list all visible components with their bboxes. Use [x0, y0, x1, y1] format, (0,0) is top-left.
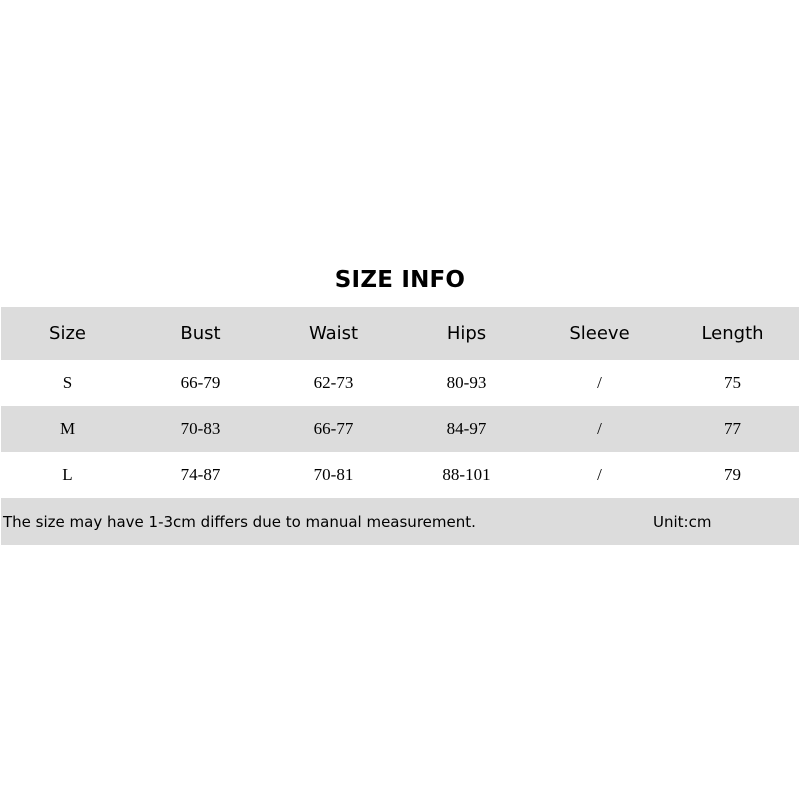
cell-bust: 66-79 — [180, 373, 221, 392]
cell-length: 79 — [724, 465, 741, 484]
unit-label: Unit:cm — [653, 512, 712, 531]
cell-bust: 70-83 — [180, 419, 221, 438]
cell-waist: 66-77 — [313, 419, 354, 438]
header-size: Size — [49, 323, 86, 344]
cell-length: 77 — [724, 419, 741, 438]
table-row-m — [1, 406, 799, 452]
cell-size: L — [62, 465, 73, 484]
header-waist: Waist — [308, 323, 359, 344]
measurement-note: The size may have 1-3cm differs due to manual measurement. — [3, 512, 476, 531]
cell-sleeve: / — [597, 419, 602, 438]
cell-size: M — [59, 419, 76, 438]
header-sleeve: Sleeve — [569, 323, 630, 344]
cell-hips: 80-93 — [446, 373, 487, 392]
table-footer-row — [1, 498, 799, 545]
header-hips: Hips — [446, 323, 487, 344]
table-row-l — [1, 452, 799, 498]
cell-size: S — [62, 373, 73, 392]
table-row-s — [1, 360, 799, 406]
cell-length: 75 — [724, 373, 741, 392]
cell-hips: 88-101 — [442, 465, 491, 484]
cell-hips: 84-97 — [446, 419, 487, 438]
header-bust: Bust — [180, 323, 221, 344]
page-title: SIZE INFO — [334, 267, 466, 293]
cell-waist: 62-73 — [313, 373, 354, 392]
cell-sleeve: / — [597, 465, 602, 484]
table-header-row — [1, 307, 799, 360]
cell-waist: 70-81 — [313, 465, 354, 484]
header-length: Length — [701, 323, 764, 344]
cell-bust: 74-87 — [180, 465, 221, 484]
size-table — [1, 307, 799, 545]
cell-sleeve: / — [597, 373, 602, 392]
